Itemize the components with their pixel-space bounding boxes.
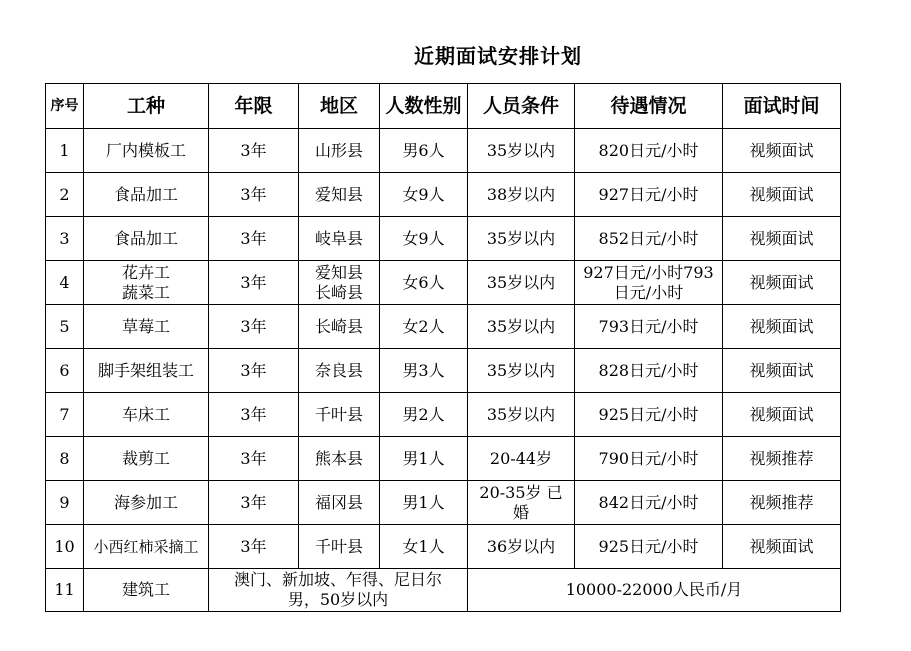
- job-cell: 食品加工: [84, 217, 209, 261]
- region-cell: 福冈县: [299, 481, 380, 525]
- detail-line: 男，50岁以内: [287, 590, 389, 609]
- table-row: [46, 305, 841, 349]
- region-line: 长崎县: [314, 282, 363, 302]
- row-number: 7: [46, 393, 84, 437]
- table-row: [46, 349, 841, 393]
- region-line: 爱知县: [314, 262, 363, 282]
- job-cell: 食品加工: [84, 173, 209, 217]
- job-cell: 车床工: [84, 393, 209, 437]
- years-cell: 3年: [209, 129, 299, 173]
- condition-cell: 35岁以内: [468, 393, 575, 437]
- condition-line: 婚: [512, 502, 529, 522]
- row-number: 1: [46, 129, 84, 173]
- job-cell: 厂内模板工: [84, 129, 209, 173]
- pay-cell: 852日元/小时: [575, 217, 723, 261]
- condition-cell: 35岁以内: [468, 261, 575, 305]
- detail-line: 澳门、新加坡、乍得、尼日尔: [233, 570, 442, 589]
- job-cell: 草莓工: [84, 305, 209, 349]
- people-cell: 男2人: [380, 393, 468, 437]
- table-row: [46, 569, 841, 612]
- pay-cell: 820日元/小时: [575, 129, 723, 173]
- job-cell: 小西红柿采摘工: [84, 525, 209, 569]
- region-cell: 爱知县: [299, 173, 380, 217]
- years-cell: 3年: [209, 349, 299, 393]
- pay-cell: 925日元/小时: [575, 393, 723, 437]
- row-number: 8: [46, 437, 84, 481]
- pay-cell: 927日元/小时: [575, 173, 723, 217]
- row-number: 3: [46, 217, 84, 261]
- years-cell: 3年: [209, 481, 299, 525]
- region-cell: 千叶县: [299, 393, 380, 437]
- pay-cell: 842日元/小时: [575, 481, 723, 525]
- header-no: 序号: [46, 84, 84, 129]
- job-cell: 建筑工: [84, 569, 209, 612]
- interview-cell: 视频面试: [723, 305, 841, 349]
- table-row: [46, 481, 841, 525]
- interview-cell: 视频推荐: [723, 481, 841, 525]
- interview-cell: 视频面试: [723, 349, 841, 393]
- people-cell: 女2人: [380, 305, 468, 349]
- years-cell: 3年: [209, 173, 299, 217]
- pay-line: 927日元/小时793: [583, 262, 714, 282]
- condition-cell: 35岁以内: [468, 217, 575, 261]
- row-number: 9: [46, 481, 84, 525]
- interview-cell: 视频面试: [723, 393, 841, 437]
- years-cell: 3年: [209, 305, 299, 349]
- table-row: [46, 129, 841, 173]
- people-cell: 男6人: [380, 129, 468, 173]
- table-row: [46, 217, 841, 261]
- region-cell: 长崎县: [299, 305, 380, 349]
- people-cell: 男1人: [380, 437, 468, 481]
- region-cell: [299, 261, 380, 305]
- region-cell: 千叶县: [299, 525, 380, 569]
- job-cell: 海参加工: [84, 481, 209, 525]
- header-condition: 人员条件: [468, 84, 575, 129]
- condition-cell: 36岁以内: [468, 525, 575, 569]
- condition-cell: 20-44岁: [468, 437, 575, 481]
- table-row: [46, 437, 841, 481]
- condition-cell: 35岁以内: [468, 129, 575, 173]
- condition-line: 20-35岁 已: [479, 482, 563, 502]
- years-cell: 3年: [209, 525, 299, 569]
- pay-cell: [575, 261, 723, 305]
- row-number: 10: [46, 525, 84, 569]
- header-people: 人数性别: [380, 84, 468, 129]
- interview-cell: 视频推荐: [723, 437, 841, 481]
- years-cell: 3年: [209, 437, 299, 481]
- table-row: [46, 525, 841, 569]
- table-row: [46, 173, 841, 217]
- condition-cell: [468, 481, 575, 525]
- row-number: 6: [46, 349, 84, 393]
- interview-cell: 视频面试: [723, 217, 841, 261]
- header-row: [46, 84, 841, 129]
- table-row: [46, 393, 841, 437]
- region-cell: 岐阜县: [299, 217, 380, 261]
- row-number: 2: [46, 173, 84, 217]
- header-pay: 待遇情况: [575, 84, 723, 129]
- region-cell: 山形县: [299, 129, 380, 173]
- years-cell: 3年: [209, 393, 299, 437]
- pay-cell: 925日元/小时: [575, 525, 723, 569]
- table-row: [46, 261, 841, 305]
- header-job: 工种: [84, 84, 209, 129]
- header-years: 年限: [209, 84, 299, 129]
- interview-cell: 视频面试: [723, 129, 841, 173]
- page-title: 近期面试安排计划: [414, 44, 582, 68]
- people-cell: 女1人: [380, 525, 468, 569]
- pay-cell: 828日元/小时: [575, 349, 723, 393]
- header-region: 地区: [299, 84, 380, 129]
- pay-line: 日元/小时: [613, 282, 684, 302]
- interview-cell: 视频面试: [723, 173, 841, 217]
- interview-schedule-table: [45, 83, 841, 612]
- people-cell: 女6人: [380, 261, 468, 305]
- pay-cell: 10000-22000人民币/月: [468, 569, 841, 612]
- years-cell: 3年: [209, 217, 299, 261]
- interview-cell: 视频面试: [723, 261, 841, 305]
- job-line: 花卉工: [121, 262, 170, 282]
- condition-cell: 35岁以内: [468, 305, 575, 349]
- job-cell: 脚手架组装工: [84, 349, 209, 393]
- people-cell: 男1人: [380, 481, 468, 525]
- interview-cell: 视频面试: [723, 525, 841, 569]
- location-condition-cell: [209, 569, 468, 612]
- pay-cell: 793日元/小时: [575, 305, 723, 349]
- years-cell: 3年: [209, 261, 299, 305]
- job-line: 蔬菜工: [121, 282, 170, 302]
- pay-cell: 790日元/小时: [575, 437, 723, 481]
- region-cell: 熊本县: [299, 437, 380, 481]
- people-cell: 女9人: [380, 173, 468, 217]
- people-cell: 女9人: [380, 217, 468, 261]
- row-number: 4: [46, 261, 84, 305]
- condition-cell: 38岁以内: [468, 173, 575, 217]
- row-number: 5: [46, 305, 84, 349]
- row-number: 11: [46, 569, 84, 612]
- condition-cell: 35岁以内: [468, 349, 575, 393]
- region-cell: 奈良县: [299, 349, 380, 393]
- people-cell: 男3人: [380, 349, 468, 393]
- job-cell: [84, 261, 209, 305]
- header-interview: 面试时间: [723, 84, 841, 129]
- job-cell: 裁剪工: [84, 437, 209, 481]
